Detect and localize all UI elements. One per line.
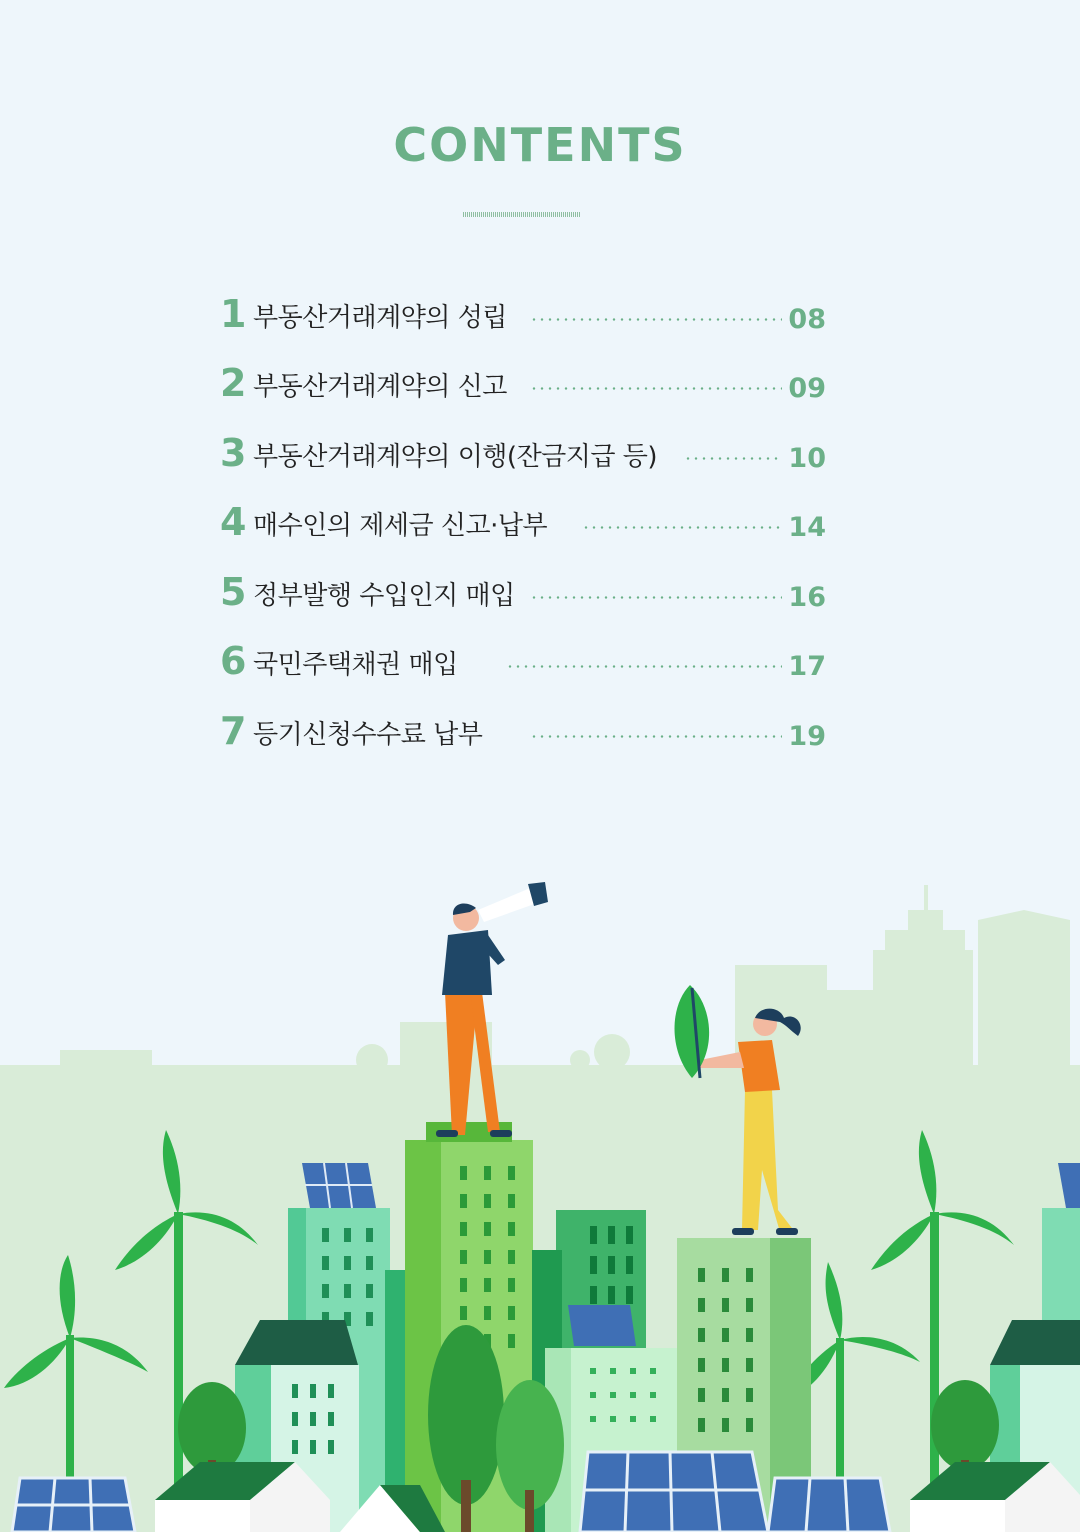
toc-item-7[interactable]: [220, 702, 828, 752]
toc-leader-dots: [582, 526, 782, 529]
toc-leader-dots: [506, 665, 782, 668]
toc-number: 7: [220, 709, 247, 753]
toc-page-number: 09: [788, 373, 826, 404]
toc-page-number: 19: [788, 721, 826, 752]
toc-number: 6: [220, 639, 247, 683]
toc-leader-dots: [530, 318, 782, 321]
toc-title: 등기신청수수료 납부: [253, 720, 483, 750]
toc-leader-dots: [530, 387, 782, 390]
toc-leader-dots: [530, 596, 782, 599]
solar-panel-icon: [580, 1452, 768, 1532]
toc-page-number: 08: [788, 304, 826, 335]
toc-item-6[interactable]: [220, 632, 828, 682]
toc-page-number: 16: [788, 582, 826, 613]
toc-title: 부동산거래계약의 신고: [253, 372, 507, 402]
page-title: CONTENTS: [393, 118, 687, 172]
toc-page-number: 17: [788, 651, 826, 682]
toc-title: 정부발행 수입인지 매입: [253, 581, 515, 611]
toc-title: 부동산거래계약의 이행(잔금지급 등): [253, 442, 658, 472]
toc-page-number: 10: [788, 443, 826, 474]
toc-title: 국민주택채권 매입: [253, 650, 458, 680]
toc-number: 5: [220, 570, 247, 614]
toc-title: 부동산거래계약의 성립: [253, 303, 507, 333]
toc-item-2[interactable]: [220, 354, 828, 404]
toc-item-3[interactable]: [220, 424, 828, 474]
toc-title: 매수인의 제세금 신고·납부: [253, 511, 548, 541]
toc-number: 4: [220, 500, 247, 544]
toc-item-4[interactable]: [220, 493, 828, 543]
solar-panel-icon: [12, 1478, 135, 1532]
toc-leader-dots: [684, 457, 782, 460]
toc-leader-dots: [530, 735, 782, 738]
toc-number: 2: [220, 361, 247, 405]
solar-panel-icon: [768, 1478, 890, 1532]
table-of-contents: [0, 0, 1080, 760]
toc-item-5[interactable]: [220, 563, 828, 613]
toc-item-1[interactable]: [220, 285, 828, 335]
green-city-illustration: [0, 840, 1080, 1532]
toc-number: 3: [220, 431, 247, 475]
toc-page-number: 14: [788, 512, 826, 543]
toc-number: 1: [220, 292, 247, 336]
